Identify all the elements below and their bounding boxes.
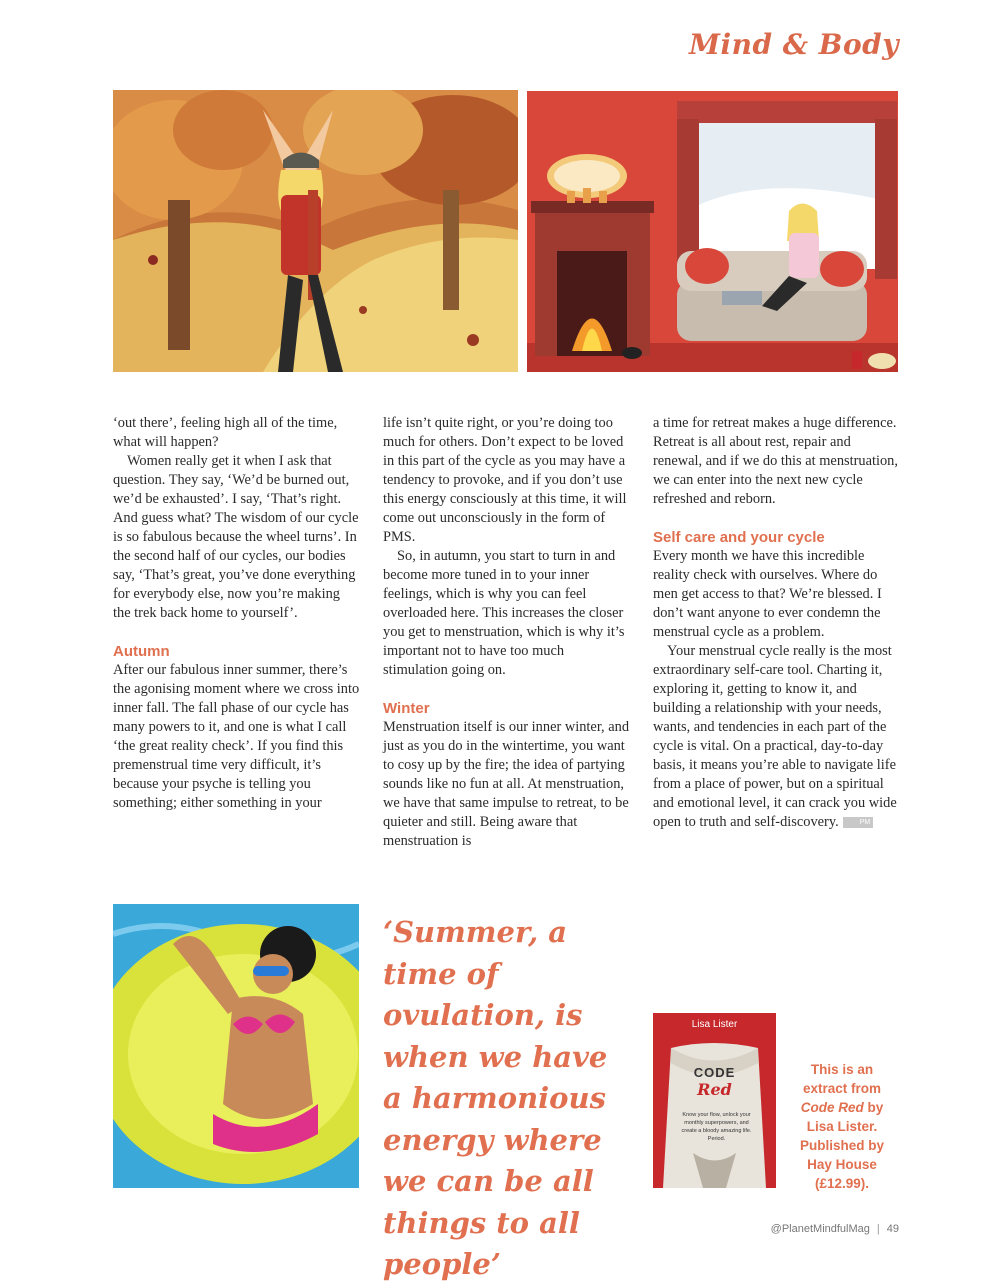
paragraph [653, 642, 901, 832]
subheading-winter: Winter [383, 700, 430, 717]
paragraph: ‘out there’, feeling high all of the time, what will happen? [113, 415, 338, 450]
social-handle: @PlanetMindfulMag [770, 1223, 870, 1235]
text-column-2 [383, 414, 631, 851]
paragraph: So, in autumn, you start to turn in and become more tuned in to your inner feelings, which is why you can feel overloaded here. This increases the closer you get to menstruation, which is why it’s important not to have too much stimulation going on. [383, 548, 625, 678]
paragraph: life isn’t quite right, or you’re doing too much for others. Don’t expect to be loved in this part of the cycle as you may have a tendency to provoke, and if you don’t use this energy consciously at this time, it will come out unconsciously in the form of PMS. [383, 415, 627, 545]
winter-illustration [527, 91, 898, 372]
autumn-illustration [113, 90, 518, 372]
paragraph: Menstruation itself is our inner winter, and just as you do in the wintertime, you want to cosy up by the fire; the idea of partying sounds like no fun at all. At menstruation, we have that same impulse to retreat, to be quieter and still. Being aware that menstruation is [383, 719, 630, 849]
pull-quote: ‘Summer, a time of ovulation, is when we have a harmonious energy where we can be all things to all people’ [383, 915, 608, 1281]
paragraph: Women really get it when I ask that question. They say, ‘We’d be burned out, we’d be exhausted’. I say, ‘That’s right. And guess what? The wisdom of our cycle is so fabulous because the wheel turns’. In the second half of our cycles, our bodies say, ‘That’s great, you’ve done everything for everybody else, now you’re making the trek back home to yourself’. [113, 453, 359, 621]
book-caption [790, 1060, 894, 1193]
subheading-autumn: Autumn [113, 643, 170, 660]
end-mark-badge: PM [843, 817, 874, 828]
book-title-red: Red [697, 1080, 732, 1099]
paragraph: a time for retreat makes a huge difference. Retreat is all about rest, repair and renewal, and if we do this at menstruation, we can enter into the next new cycle refreshed and reborn. [653, 415, 898, 507]
summer-illustration [113, 904, 359, 1188]
book-author: Lisa Lister [691, 1019, 738, 1030]
paragraph: After our fabulous inner summer, there’s the agonising moment where we cross into inner fall. The fall phase of our cycle has many powers to it, and one is what I call ‘the great reality check’. If you find this premenstrual time very difficult, it’s because your psyche is telling you something; either something in your [113, 662, 360, 811]
text-column-3 [653, 414, 901, 832]
text-column-1 [113, 414, 361, 813]
caption-book-title: Code Red [800, 1100, 864, 1115]
page-number: 49 [886, 1223, 899, 1235]
paragraph: Every month we have this incredible reality check with ourselves. Where do men get access to that? We’re blessed. I don’t want anyone to ever condemn the menstrual cycle as a problem. [653, 548, 882, 640]
book-cover [653, 1013, 776, 1188]
caption-pre: This is an extract from [802, 1062, 882, 1096]
subheading-self-care: Self care and your cycle [653, 529, 825, 546]
book-tagline: Know your flow, unlock your monthly superpowers, and create a bloody amazing life. Period. [681, 1112, 752, 1142]
caption-post: by Lisa Lister. Published by Hay House (£12.99). [799, 1100, 884, 1191]
book-title-code: CODE [693, 1065, 736, 1080]
section-title: Mind & Body [688, 28, 899, 61]
page-footer: @PlanetMindfulMag | 49 [770, 1223, 899, 1235]
paragraph-text: Your menstrual cycle really is the most extraordinary self-care tool. Charting it, exploring it, getting to know it, and building a relationship with your needs, wants, and tendencies in each part of the cycle is vital. On a practical, day-to-day basis, it means you’re able to navigate life from a place of power, but on a spiritual and emotional level, it can crack you wide open to truth and self-discovery. [653, 643, 897, 830]
